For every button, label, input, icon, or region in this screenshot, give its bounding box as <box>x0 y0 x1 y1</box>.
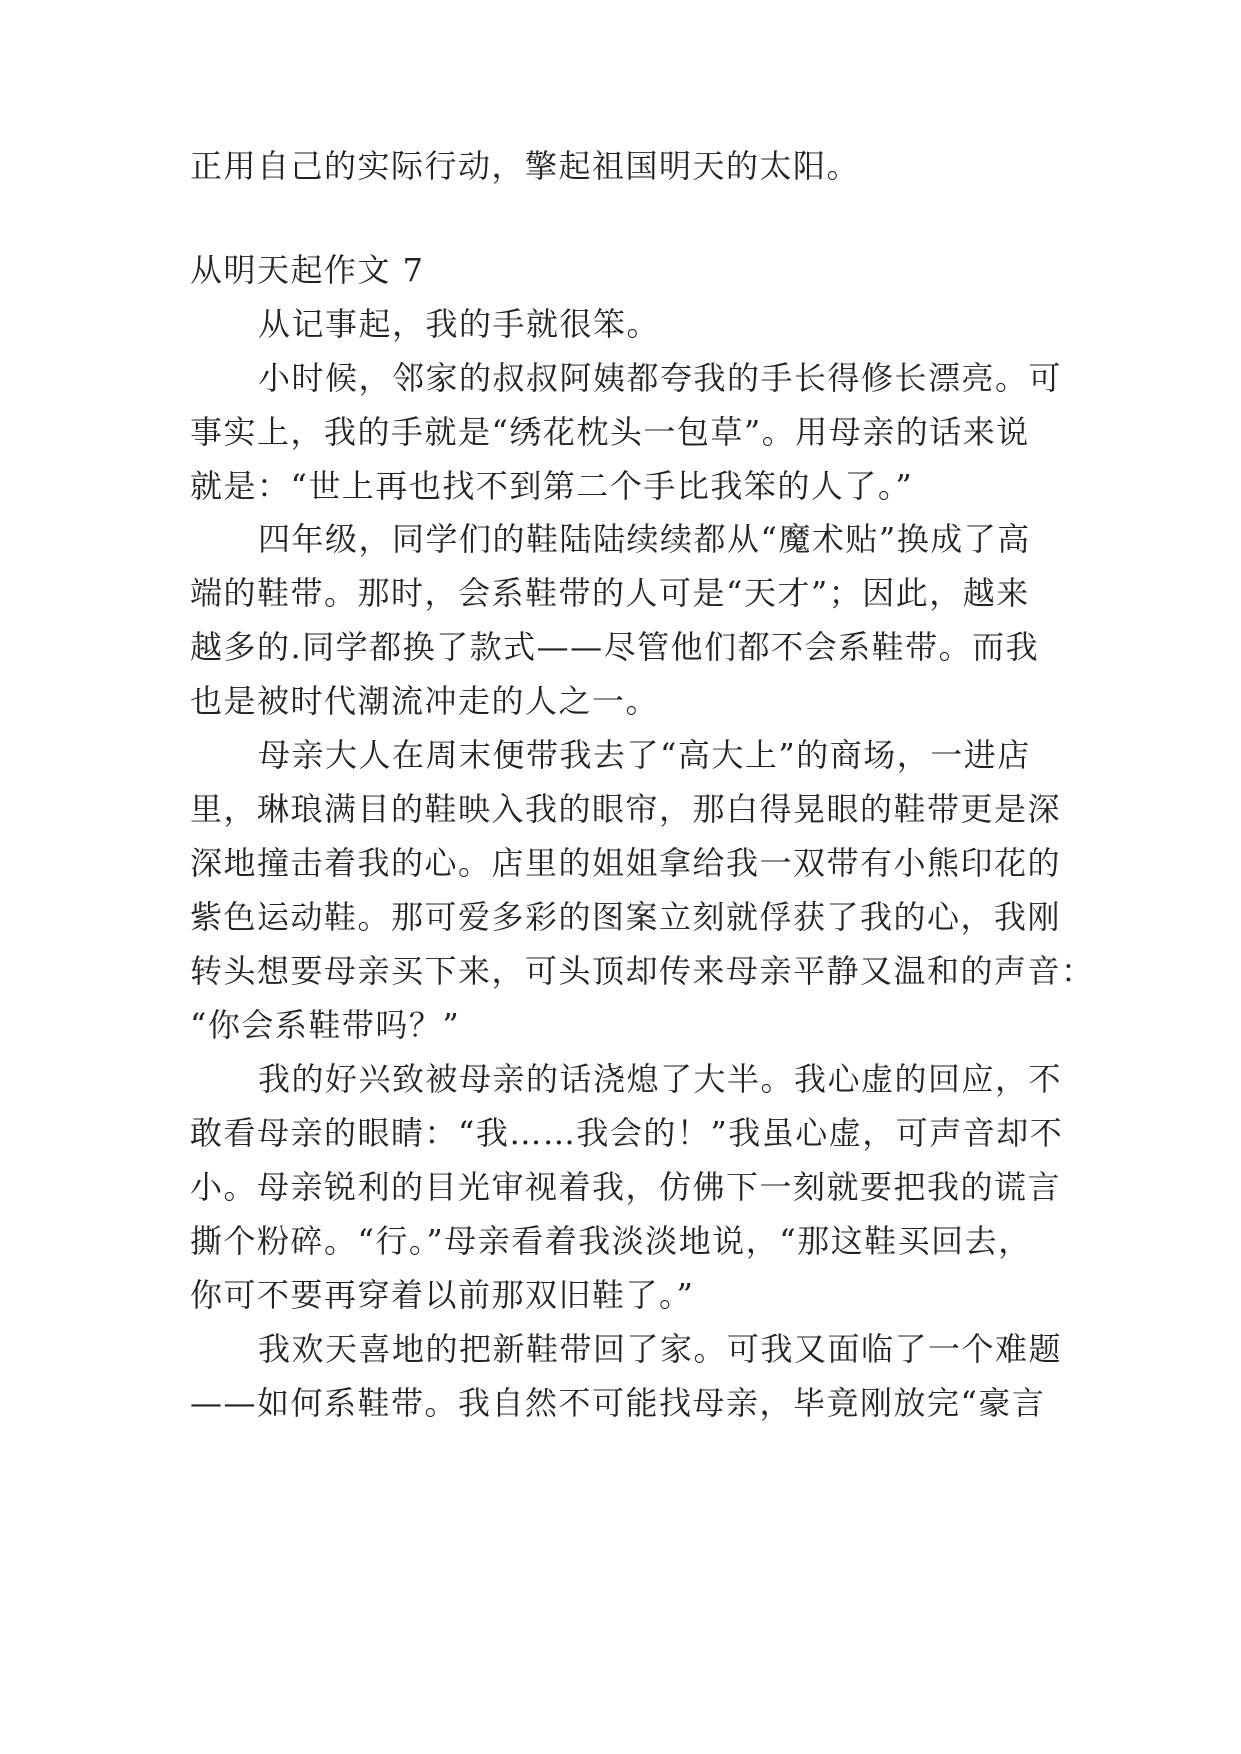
text-line: 里，琳琅满目的鞋映入我的眼帘，那白得晃眼的鞋带更是深 <box>190 790 1062 828</box>
text-line: 也是被时代潮流冲走的人之一。 <box>190 682 660 720</box>
text-line: 母亲大人在周末便带我去了“高大上”的商场，一进店 <box>258 736 1031 774</box>
text-line: 撕个粉碎。“行。”母亲看着我淡淡地说，“那这鞋买回去， <box>190 1222 1032 1260</box>
text-line: 小时候，邻家的叔叔阿姨都夸我的手长得修长漂亮。可 <box>258 359 1063 397</box>
text-line: 事实上，我的手就是“绣花枕头一包草”。用母亲的话来说 <box>190 413 1030 451</box>
text-line: 端的鞋带。那时，会系鞋带的人可是“天才”；因此，越来 <box>190 574 1030 612</box>
text-line: 我的好兴致被母亲的话浇熄了大半。我心虚的回应，不 <box>258 1060 1063 1098</box>
text-line: 小。母亲锐利的目光审视着我，仿佛下一刻就要把我的谎言 <box>190 1168 1062 1206</box>
text-line: 深地撞击着我的心。店里的姐姐拿给我一双带有小熊印花的 <box>190 844 1062 882</box>
text-line: 从记事起，我的手就很笨。 <box>258 305 661 343</box>
text-line: 你可不要再穿着以前那双旧鞋了。” <box>190 1276 695 1314</box>
text-line: “你会系鞋带吗？” <box>190 1006 461 1044</box>
text-line: ——如何系鞋带。我自然不可能找母亲，毕竟刚放完“豪言 <box>190 1384 1046 1422</box>
text-line: 就是：“世上再也找不到第二个手比我笨的人了。” <box>190 467 914 505</box>
text-line: 紫色运动鞋。那可爱多彩的图案立刻就俘获了我的心，我刚 <box>190 898 1062 936</box>
section-heading: 从明天起作文 7 <box>190 251 425 289</box>
text-line: 我欢天喜地的把新鞋带回了家。可我又面临了一个难题 <box>258 1330 1063 1368</box>
text-line: 四年级，同学们的鞋陆陆续续都从“魔术贴”换成了高 <box>258 520 1031 558</box>
text-line: 转头想要母亲买下来，可头顶却传来母亲平静又温和的声音： <box>190 952 1095 990</box>
text-line: 敢看母亲的眼睛：“我……我会的！”我虽心虚，可声音却不 <box>190 1114 1064 1152</box>
text-line: 越多的.同学都换了款式——尽管他们都不会系鞋带。而我 <box>190 628 1040 666</box>
text-line: 正用自己的实际行动，擎起祖国明天的太阳。 <box>190 147 861 185</box>
